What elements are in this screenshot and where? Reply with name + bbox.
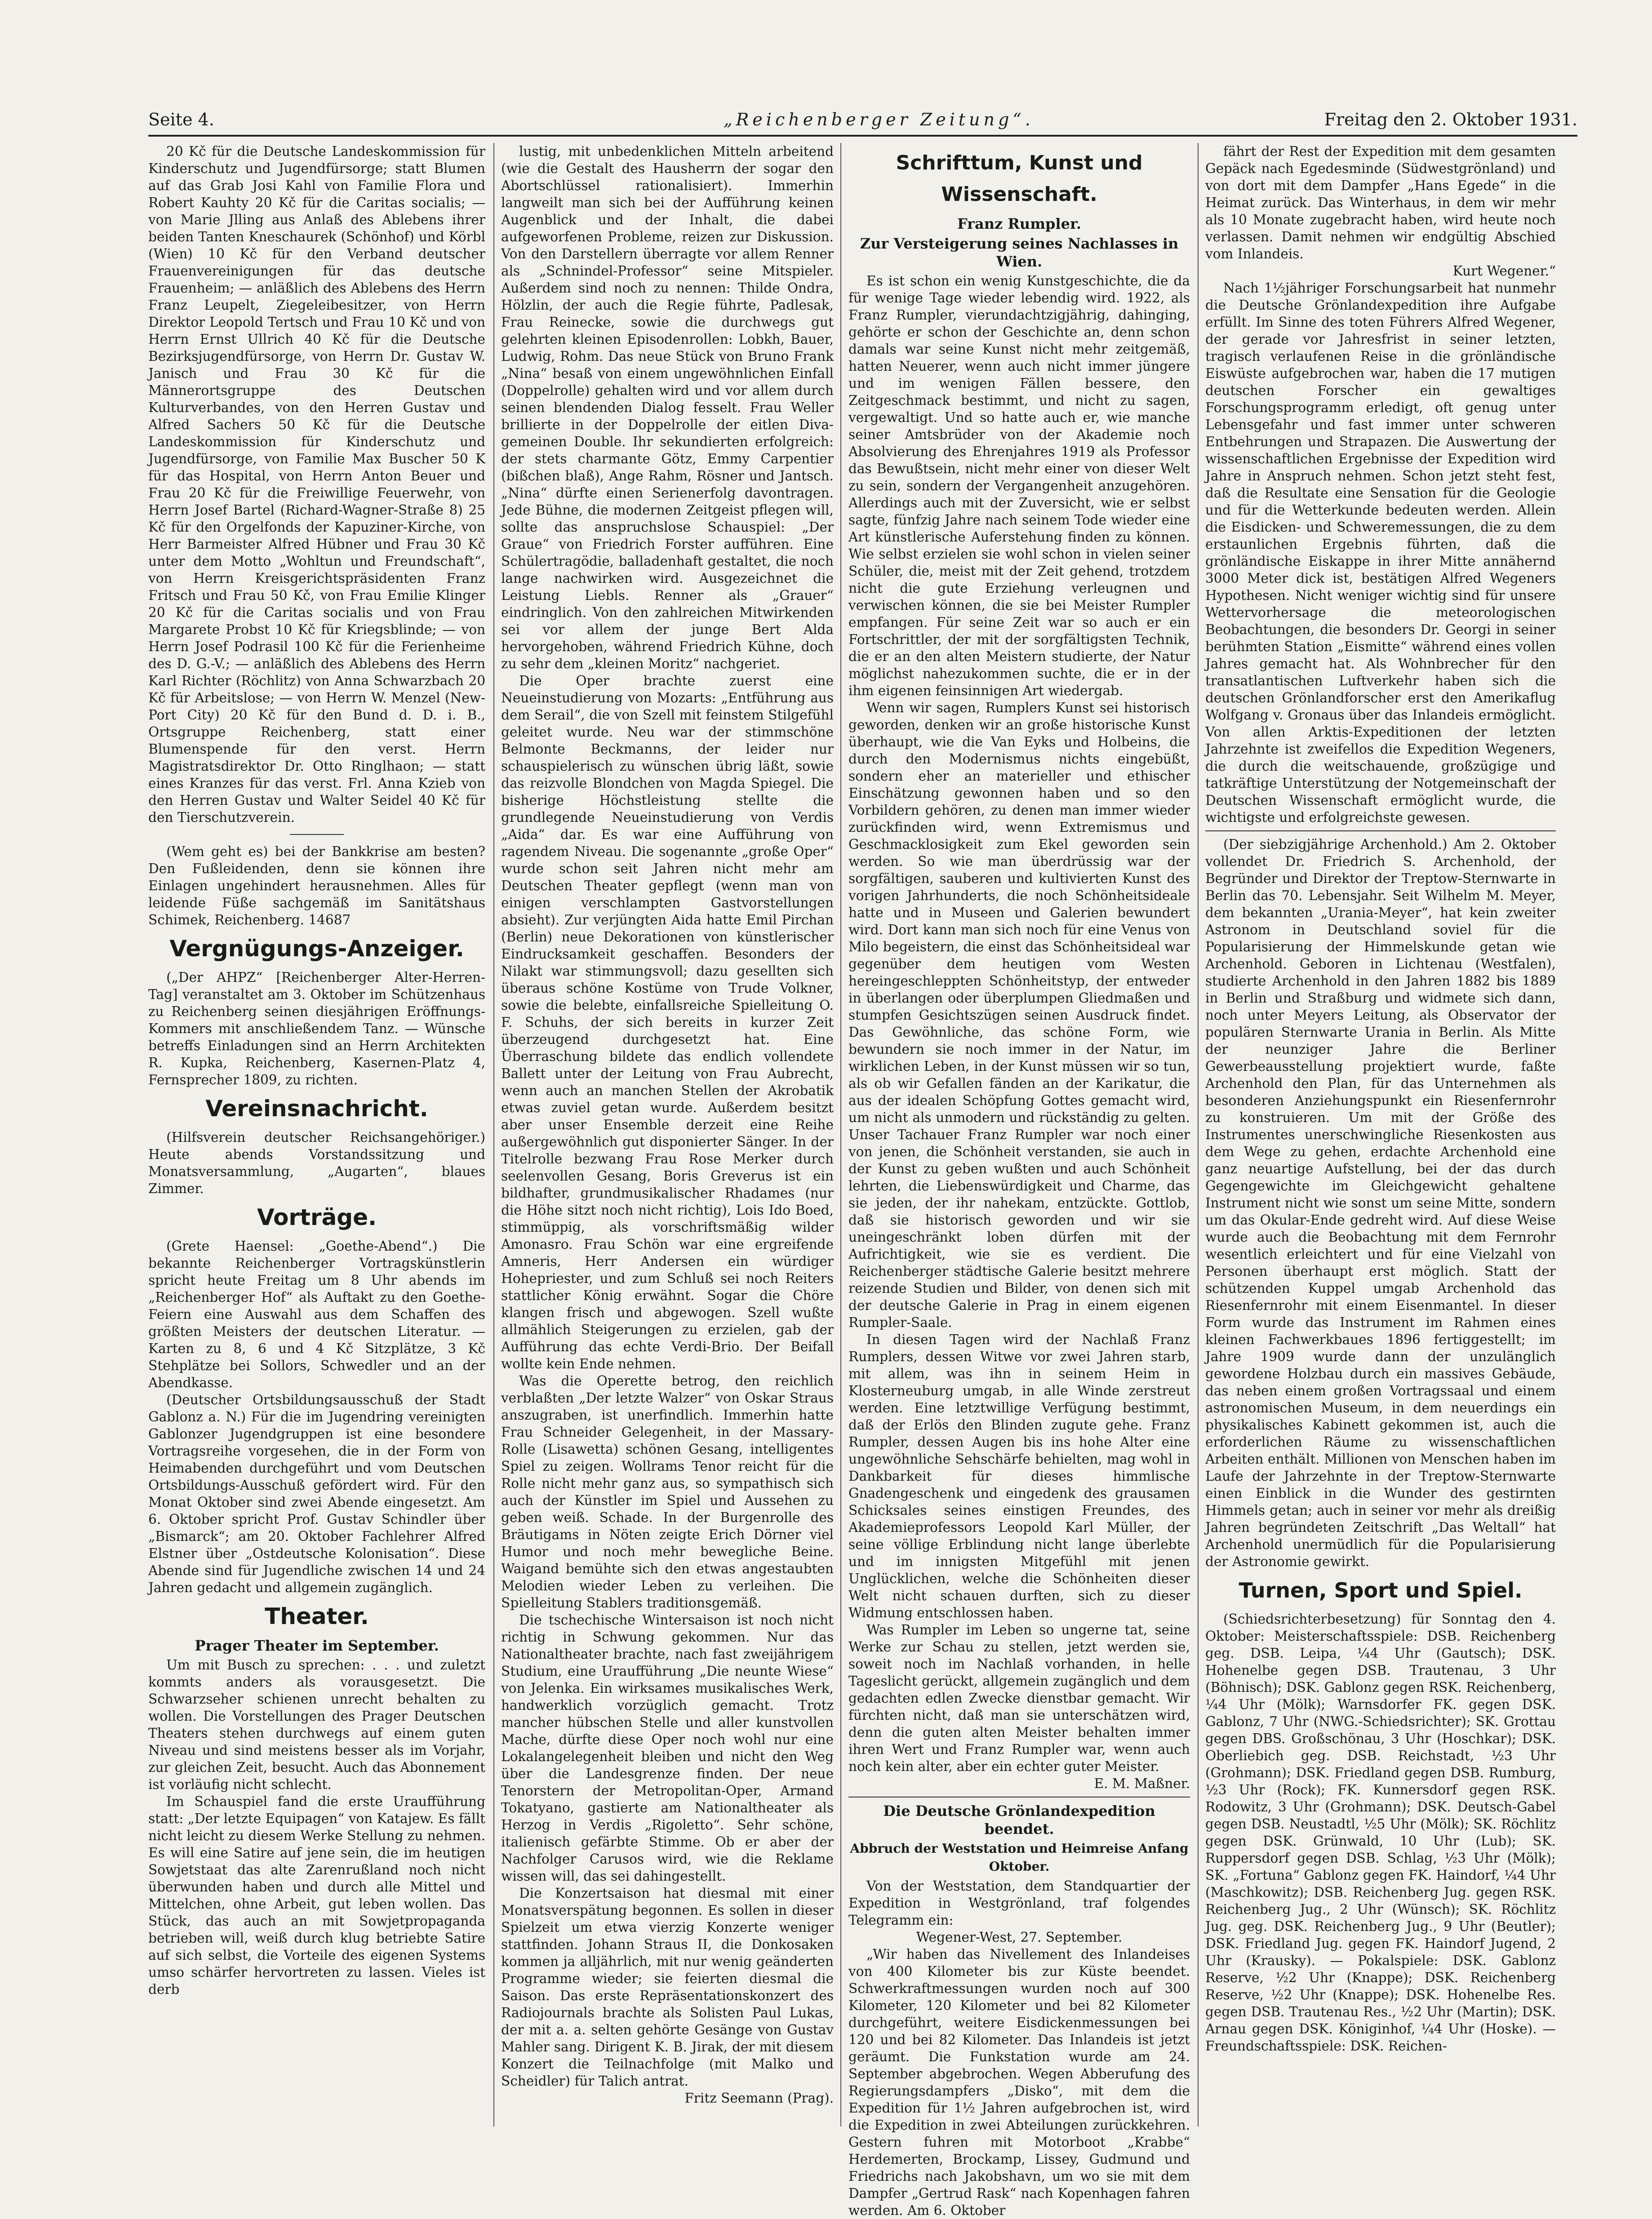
article-schiedsrichter: (Schiedsrichterbesetzung) für Sonntag den 4. Oktober: Meisterschaftsspiele: DSB. Reichenberg geg. DSB. Leipa, ¼4 Uhr (Gautsch); DSK. Hohenelbe gegen DSB. Trautenau, 3 Uhr (Böhnisch); DSK. Gablonz gegen RSK. Reichenberg, ¼4 Uhr (Mölk); Warnsdorfer FK. gegen DSK. Gablonz, 7 Uhr (NWG.-Schiedsrichter); SK. Grottau gegen DBS. Großschönau, 3 Uhr (Hoschkar); DSK. Oberliebich geg. DSB. Reichstadt, ½3 Uhr (Grohmann); DSK. Friedland gegen DSB. Rumburg, ½3 Uhr (Rock); FK. Kunnersdorf gegen RSK. Rodowitz, 3 Uhr (Grohmann); DSK. Deutsch-Gabel gegen DSB. Neustadtl, ½5 Uhr (Mölk); SK. Röchlitz gegen DSK. Grünwald, 10 Uhr (Lub); SK. Ruppersdorf gegen DSB. Schlag, ½3 Uhr (Mölk); SK. „Fortuna“ Gablonz gegen FK. Haindorf, ¼4 Uhr (Maschkowitz); DSB. Reichenberg Jug. gegen RSK. Reichenberg Jug., 2 Uhr (Wünsch); SK. Röchlitz Jug. geg. DSK. Reichenberg Jug., 9 Uhr (Beutler); DSK. Friedland Jug. gegen FK. Haindorf Jugend, 2 Uhr (Krausky). — Pokalspiele: DSK. Gablonz Reserve, ½2 Uhr (Knappe); DSK. Reichenberg Reserve, ½2 Uhr (Knappe); DSK. Hohenelbe Res. gegen DSB. Trautenau Res., ½2 Uhr (Martin); DSK. Arnau gegen DSK. Königinhof, ¼4 Uhr (Hoske). — Freundschaftsspiele: DSK. Reichen- — [1205, 1611, 1556, 2054]
article-rumpler-3: In diesen Tagen wird der Nachlaß Franz Rumplers, dessen Witwe vor zwei Jahren starb, mit allem, was ihn in seinem Heim in Klosterneuburg umgab, in alle Winde zerstreut werden. Eine letztwillige Verfügung bestimmt, daß der Erlös den Blinden zugute gehe. Franz Rumpler, dessen Augen bis ins hohe Alter eine ungewöhnliche Sehschärfe behielten, mag wohl in Dankbarkeit für dieses himmlische Gnadengeschenk und eingedenk des grausamen Schicksales seines einstigen Freundes, des Akademieprofessors Leopold Karl Müller, der seine völlige Erblindung nicht lange überlebte und im innigsten Mitgefühl mit jenen Unglücklichen, welche die Schönheiten dieser Welt nicht schauen durften, sich zu dieser Widmung entschlossen haben. — [848, 1332, 1190, 1620]
article-rumpler-1: Es ist schon ein wenig Kunstgeschichte, die da für wenige Tage wieder lebendig wird. 1922, als Franz Rumpler, vierundachtzigjährig, dahinging, gehörte er schon der Geschichte an, denn schon damals war seine Kunst nicht mehr zeitgemäß, hatten Neuerer, wenn auch nicht immer jüngere und im wenigen Fällen bessere, den Zeitgeschmack bestimmt, und nicht zu sagen, vergewaltigt. Und so hatte auch er, wie manche seiner Amtsbrüder von der Akademie noch Absolvierung des Ehrenjahres 1919 als Professor das Bewußtsein, nicht mehr einer von dieser Welt zu sein, sondern der Vergangenheit anzugehören. Allerdings auch mit der Zuversicht, wie er selbst sagte, fünfzig Jahre nach seinem Tode wieder eine Art künstlerische Auferstehung finden zu können. Wie selbst erzielen sie wohl schon in vielen seiner Schüler, die, meist mit der Zeit gehend, trotzdem nicht die gute Erziehung verleugnen und verwischen können, die sie bei Meister Rumpler empfangen. Für seine Zeit war so auch er ein Fortschrittler, der mit der sorgfältigsten Technik, die er an den alten Meistern studierte, der Natur möglichst nahezukommen suchte, die er in der ihm eigenen feinsinnigen Art wiedergab. — [848, 273, 1190, 698]
article-rumpler-2: Wenn wir sagen, Rumplers Kunst sei historisch geworden, denken wir an große historische Kunst überhaupt, wie die Van Eyks und Holbeins, die durch den Modernismus nichts eingebüßt, sondern eher an materieller und ethischer Einschätzung gewonnen haben und so den Vorbildern gehören, zu denen man immer wieder zurückfinden wird, wenn Extremismus und Geschmacklosigkeit zum Ekel geworden sein werden. So wie man überdrüssig war der sorgfältigen, sauberen und kultivierten Kunst des vorigen Jahrhunderts, die noch Schönheitsideale hatte und in Museen und Galerien bewundert wird. Dort kann man sich noch für eine Venus von Milo begeistern, die einst das Schönheitsideal war gegenüber dem heutigen vom Westen hereingeschleppten Schönheitstyp, der entweder in überlangen oder überplumpen Gliedmaßen und stumpfen Gesichtszügen seinen Ausdruck findet. Das Gewöhnliche, das schöne Form, wie bewundern sie noch immer in der Natur, im wirklichen Leben, in der Kunst müssen wir so tun, als ob wir Gefallen fänden an der Karikatur, die aus der idealen Schöpfung Gottes gemacht wird, um nicht als unmodern und rückständig zu gelten. Unser Tachauer Franz Rumpler war noch einer von jenen, die Schönheit verstanden, sie auch in der Kunst zu geben wußten und auch Schönheit lehrten, die Liebenswürdigkeit und Charme, das sie jeden, der ihr nahekam, entzückte. Gottlob, daß sie historisch geworden und wir sie uneingeschränkt loben dürfen mit der Aufrichtigkeit, wie sie es verdient. Die Reichenberger städtische Galerie besitzt mehrere reizende Studien und Bilder, von denen sich mit der deutsche Galerie in Prag in einem eigenen Rumpler-Saale. — [848, 700, 1190, 1330]
article-theater-schauspiel: Im Schauspiel fand die erste Uraufführung statt: „Der letzte Equipagen“ von Katajew. Es fällt nicht leicht zu diesem Werke Stellung zu nehmen. Es will eine Satire auf jene sein, die im heutigen Sowjetstaat das alte Zarenrußland noch nicht überwunden haben und durch alle Mittel und Mittelchen, ohne Arbeit, gut leben wollen. Das Stück, das auch an mit Sowjetpropaganda betrieben will, weiß durch klug betriebte Satire auf sich selbst, die Vorteile des eigenen Systems umso schärfer hervortreten zu lassen. Vieles ist derb — [148, 1794, 485, 1997]
page-number: Seite 4. — [148, 110, 214, 129]
heading-vergnuegungs-anzeiger: Vergnügungs-Anzeiger. — [169, 936, 464, 962]
article-operette: Was die Operette betrog, den reichlich verblaßten „Der letzte Walzer“ von Oskar Straus anszugraben, ist unerfindlich. Immerhin hatte Frau Schneider Gelegenheit, in der Massary-Rolle (Lisawetta) schönen Gesang, intelligentes Spiel zu zeigen. Wollrams Tenor reicht für die Rolle nicht mehr ganz aus, so sympathisch sich auch der Künstler im Spiel und Aussehen zu geben weiß. Schade. In der Burgenrolle des Bräutigams in Nöten zeigte Erich Dörner viel Humor und noch mehr bewegliche Beine. Waigand bemühte sich den etwas angestaubten Melodien wieder Leben zu verleihen. Die Spielleitung Stablers traditionsgemäß. — [501, 1373, 834, 1611]
heading-vereinsnachricht: Vereinsnachricht. — [205, 1096, 428, 1122]
article-groenland-cont: fährt der Rest der Expedition mit dem gesamten Gepäck nach Egedesminde (Südwestgrönland) und von dort mit dem Dampfer „Hans Egede“ in die Heimat zurück. Das Winterhaus, in dem wir mehr als 10 Monate zugebracht haben, wird heute noch verlassen. Damit nehmen wir endgültig Abschied vom Inlandeis. — [1205, 144, 1556, 262]
telegram-signature: Kurt Wegener.“ — [1452, 263, 1556, 279]
article-archenhold: (Der siebzigjährige Archenhold.) Am 2. Oktober vollendet Dr. Friedrich S. Archenhold, der Begründer und Direktor der Treptow-Sternwarte in Berlin das 70. Lebensjahr. Seit Wilhelm M. Meyer, dem bekannten „Urania-Meyer“, hat kein zweiter Astronom in Deutschland soviel für die Popularisierung der Himmelskunde getan wie Archenhold. Geboren in Lichtenau (Westfalen), studierte Archenhold in den Jahren 1882 bis 1889 in Berlin und Straßburg und widmete sich dann, noch unter Meyers Leitung, als Observator der populären Sternwarte Urania in Berlin. Als Mitte der neunziger Jahre die Berliner Gewerbeausstellung projektiert wurde, faßte Archenhold den Plan, für das Unternehmen als besonderen Anziehungspunkt ein Riesenfernrohr zu konstruieren. Um mit der Größe des Instrumentes unerschwingliche Riesenkosten aus dem Wege zu gehen, erdachte Archenhold eine ganz neuartige Aufstellung, bei der das durch Gegengewichte im Gleichgewicht gehaltene Instrument nicht wie sonst um seine Mitte, sondern um das Okular-Ende gedreht wird. Auf diese Weise wurde auch die Beobachtung mit dem Fernrohr wesentlich erleichtert und für eine Vielzahl von Personen überhaupt erst möglich. Statt der schützenden Kuppel umgab Archenhold das Riesenfernrohr mit einem Eisenmantel. In dieser Form wurde das Instrument im Rahmen eines kleinen Fachwerkbaues 1896 fertiggestellt; im Jahre 1909 wurde dann der unzulänglich gewordene Holzbau durch ein massives Gebäude, das neben einem großen Vortragssaal und einem astronomischen Museum, in dem neuerdings ein physikalisches Kabinett gekommen ist, auch die erforderlichen Räume zu wissenschaftlichen Arbeiten enthält. Millionen von Menschen haben im Laufe der Jahrzehnte in der Treptow-Sternwarte einen Einblick in die Wunder des gestirnten Himmels getan; auch in seiner vor mehr als dreißig Jahren begründeten Zeitschrift „Das Weltall“ hat Archenhold unermüdlich für die Popularisierung der Astronomie gewirkt. — [1205, 837, 1556, 1569]
column-divider — [840, 143, 841, 2126]
separator — [1205, 830, 1556, 831]
column-divider — [493, 143, 494, 2126]
subheading-abbruch-weststation: Abbruch der Weststation und Heimreise Anfang Oktober. — [850, 1841, 1189, 1874]
subheading-prager-theater: Prager Theater im September. — [195, 1637, 439, 1654]
article-hilfsverein: (Hilfsverein deutscher Reichsangehöriger.) Heute abends Vorstandssitzung und Monatsversammlung, „Augarten“, blaues Zimmer. — [148, 1130, 485, 1196]
heading-vortraege: Vorträge. — [257, 1204, 377, 1230]
heading-turnen-sport: Turnen, Sport und Spiel. — [1239, 1578, 1523, 1602]
article-theater-intro: Um mit Busch zu sprechen: . . . und zuletzt kommts anders als vorausgesetzt. Die Schwarzseher schienen unrecht behalten zu wollen. Die Vorstellungen des Prager Deutschen Theaters stehen durchwegs auf einem guten Niveau und sind meistens besser als im Vorjahr, zur gleichen Zeit, besucht. Auch das Abonnement ist vorläufig nicht schlecht. — [148, 1657, 485, 1792]
article-oper: Die Oper brachte zuerst eine Neueinstudierung von Mozarts: „Entführung aus dem Serail“, die von Szell mit feinstem Stilgefühl geleitet wurde. Neu war der stimmschöne Belmonte Beckmanns, der leider nur schauspielerisch zu wünschen übrig läßt, sowie das reizvolle Blondchen von Magda Spiegel. Die bisherige Höchstleistung stellte die grundlegende Neueinstudierung von Verdis „Aida“ dar. Es war eine Aufführung von ragendem Niveau. Die sogenannte „große Oper“ wurde schon seit Jahren nicht mehr am Deutschen Theater gepflegt (wenn man von einigen verschlampten Gastvorstellungen absieht). Zur verjüngten Aida hatte Emil Pirchan (Berlin) neue Dekorationen von künstlerischer Eindrucksamkeit geschaffen. Besonders der Nilakt war stimmungsvoll; dazu gesellten sich überaus schöne Kostüme von Trude Volkner, sowie die belebte, einfallsreiche Spielleitung O. F. Schuhs, der sich bereits in kurzer Zeit überzeugend durchgesetzt hat. Eine Überraschung bildete das endlich vollendete Ballett unter der Leitung von Frau Aubrecht, wenn auch an manchen Stellen der Akrobatik etwas zuviel getan wurde. Außerdem besitzt aber unser Ensemble derzeit eine Reihe außergewöhnlich gut disponierter Sänger. In der Titelrolle bezwang Frau Rose Merker durch seelenvollen Gesang, Boris Greverus ist ein bildhafter, grundmusikalischer Rhadames (nur die Höhe sitzt noch nicht richtig), Lois Ido Boed, stimmüppig, als vorschriftsmäßig wilder Amonasro. Frau Schön war eine ergreifende Amneris, Herr Andersen ein würdiger Hohepriester, und zum Schluß sei noch Reiters stattlicher König erwähnt. Sogar die Chöre klangen frisch und abgewogen. Szell wußte allmählich Steigerungen zu erzielen, gab der Aufführung das echte Verdi-Brio. Der Beifall wollte kein Ende nehmen. — [501, 673, 834, 1371]
subheading-franz-rumpler: Franz Rumpler. — [957, 215, 1081, 232]
article-tschechische-saison: Die tschechische Wintersaison ist noch nicht richtig in Schwung gekommen. Nur das Nationaltheater brachte, nach fast zweijährigem Studium, eine Uraufführung „Die neunte Wiese“ von Jelenka. Ein wirksames musikalisches Werk, handwerklich vorzüglich gemacht. Trotz mancher hübschen Stelle und aller kunstvollen Mache, dürfte diese Oper noch wohl nur eine Lokalangelegenheit bleiben und nicht den Weg über die Landesgrenze finden. Der neue Tenorstern der Metropolitan-Oper, Armand Tokatyano, gastierte am Nationaltheater als Herzog in Verdis „Rigoletto“. Sehr schöne, italienisch gefärbte Stimme. Ob er aber der Nachfolger Carusos wird, wie die Reklame wissen will, das sei dahingestellt. — [501, 1612, 834, 1884]
separator — [290, 834, 344, 835]
article-ahpz: („Der AHPZ“ [Reichenberger Alter-Herren-Tag] veranstaltet am 3. Oktober im Schützenhaus zu Reichenberg seinen diesjährigen Eröffnungs-Kommers mit anschließendem Tanz. — Wünsche betreffs Einladungen sind an Herrn Architekten R. Kupka, Reichenberg, Kasernen-Platz 4, Fernsprecher 1809, zu richten. — [148, 970, 485, 1087]
author-signature: E. M. Maßner. — [1094, 1776, 1190, 1791]
ad-number: 14687 — [308, 912, 351, 928]
heading-theater: Theater. — [265, 1603, 369, 1629]
issue-date: Freitag den 2. Oktober 1931. — [1324, 110, 1577, 129]
article-konzertsaison: Die Konzertsaison hat diesmal mit einer Monatsverspätung begonnen. Es sollen in dieser Spielzeit um etwa vierzig Konzerte weniger stattfinden. Johann Straus II, die Donkosaken kommen ja alljährlich, mit nur wenig geänderten Programme wieder; sie feierten diesmal die Saison. Das erste Repräsentationskonzert des Radiojournals brachte als Solisten Paul Lukas, der mit a. a. selten gehörte Gesänge von Gustav Mahler sang. Dirigent K. B. Jirak, der mit diesem Konzert die Teilnachfolge (mit Malko und Scheidler) für Talich antrat. — [501, 1886, 834, 2089]
page-header — [148, 108, 1577, 137]
article-groenland-intro: Von der Weststation, dem Standquartier der Expedition in Westgrönland, traf folgendes Telegramm ein: — [848, 1878, 1190, 1928]
subheading-groenlandexpedition: Die Deutsche Grönlandexpedition beendet. — [883, 1802, 1155, 1837]
article-groenland-telegram: „Wir haben das Nivellement des Inlandeises von 400 Kilometer bis zur Küste beendet. Schwerkraftmessungen wurden noch auf 300 Kilometer, 120 Kilometer und bei 82 Kilometer durchgeführt, weitere Eisdickenmessungen bei 120 und bei 82 Kilometer. Das Inlandeis ist jetzt geräumt. Die Funkstation wurde am 24. September abgebrochen. Wegen Abberufung des Regierungsdampfers „Disko“, mit dem die Expedition für 1½ Jahren aufgebrochen ist, wird die Expedition in zwei Abteilungen zurückkehren. Gestern fuhren mit Motorboot „Krabbe“ Herdemerten, Brockamp, Lissey, Gudmund und Friedrichs nach Jakobshavn, um wo sie mit dem Dampfer „Gertrud Rask“ nach Kopenhagen fahren werden. Am 6. Oktober — [848, 1947, 1190, 2218]
article-rumpler-4: Was Rumpler im Leben so ungerne tat, seine Werke zur Schau zu stellen, jetzt werden sie, soweit noch im Nachlaß vorhanden, in helle Tageslicht gerückt, allgemein zugänglich und dem gedachten edlen Zwecke dienstbar gemacht. Wir fürchten nicht, daß man sie unterschätzen wird, denn die guten alten Meister behalten immer ihren Wert und Franz Rumpler war, wenn auch noch kein alter, aber ein echter guter Meister. — [848, 1622, 1190, 1774]
article-goethe-abend: (Grete Haensel: „Goethe-Abend“.) Die bekannte Reichenberger Vortragskünstlerin spricht heute Freitag um 8 Uhr abends im „Reichenberger Hof“ als Auftakt zu den Goethe-Feiern eine Auswahl aus dem Schaffen des größten Meisters der deutschen Literatur. — Karten zu 8, 6 und 4 Kč Sitzplätze, 3 Kč Stehplätze bei Sollors, Schwedler und an der Abendkasse. — [148, 1238, 485, 1390]
telegram-dateline: Wegener-West, 27. September. — [916, 1930, 1123, 1945]
subheading-versteigerung: Zur Versteigerung seines Nachlasses in Wien. — [860, 235, 1179, 270]
column-2 — [501, 143, 834, 2126]
donations-list: 20 Kč für die Deutsche Landeskommission für Kinderschutz und Jugendfürsorge; statt Blumen auf das Grab Josi Kahl von Familie Flora und Robert Kauhty 20 Kč für die Caritas socialis; — von Marie Jlling aus Anlaß des Ablebens ihrer beiden Tanten Kneschaurek (Schönhof) und Körbl (Wien) 10 Kč für den Verband deutscher Frauenvereinigungen für das deutsche Frauenheim; — anläßlich des Ablebens des Herrn Franz Leupelt, Ziegeleibesitzer, von Herrn Direktor Leopold Tertsch und Frau 10 Kč und von Herrn Ernst Ullrich 40 Kč für die Deutsche Bezirksjugendfürsorge, von Herrn Dr. Gustav W. Janisch und Frau 30 Kč für die Männerortsgruppe des Deutschen Kulturverbandes, von den Herren Gustav und Alfred Sachers 50 Kč für die Deutsche Landeskommission für Kinderschutz und Jugendfürsorge, von Familie Max Buscher 50 K für das Hospital, von Herrn Anton Beuer und Frau 20 Kč für die Freiwillige Feuerwehr, von Herrn Josef Bartel (Richard-Wagner-Straße 8) 25 Kč für den Orgelfonds der Kapuziner-Kirche, von Herr Barmeister Alfred Hübner und Frau 30 Kč unter dem Motto „Wohltun und Freundschaft“, von Herrn Kreisgerichtspräsidenten Franz Fritsch und Frau 50 Kč, von Frau Emilie Klinger 20 Kč für die Caritas socialis und von Frau Margarete Probst 10 Kč für Kriegsblinde; — von Herrn Josef Podrasil 100 Kč für die Ferienheime des D. G.-V.; — anläßlich des Ablebens des Herrn Karl Richter (Röchlitz) von Anna Schwarzbach 20 Kč für Arbeitslose; — von Herrn W. Menzel (New-Port City) 20 Kč für den Bund d. D. i. B., Ortsgruppe Reichenberg, statt einer Blumenspende für den verst. Herrn Magistratsdirektor Dr. Otto Ringlhaon; — statt eines Kranzes für das verst. Frl. Anna Kzieb von den Herren Gustav und Walter Seidel 40 Kč für den Tierschutzverein. — [148, 144, 485, 825]
article-theater-cont: lustig, mit unbedenklichen Mitteln arbeitend (wie die Gestalt des Hausherrn der sogar den Abortschlüssel rationalisiert). Immerhin langweilt man sich bei der Aufführung keinen Augenblick und der Inhalt, die dabei aufgeworfenen Probleme, reizen zur Diskussion. Von den Darstellern überragte vor allem Renner als „Schnindel-Professor“ seine Mitspieler. Außerdem sind noch zu nennen: Thilde Ondra, Hölzlin, der auch die Regie führte, Padlesak, Frau Reinecke, sowie die durchwegs gut gelehrten kleinen Episodenrollen: Lobkh, Bauer, Ludwig, Rohm. Das neue Stück von Bruno Frank „Nina“ besaß von einem ungewöhnlichen Einfall (Doppelrolle) gehalten wird und vor allem durch seinen blendenden Dialog fesselt. Frau Weller brillierte in der Doppelrolle der eitlen Diva-gemeinen Double. Ihr sekundierten erfolgreich: der stets charmante Götz, Emmy Carpentier (bißchen blaß), Ange Rahm, Rösner und Jantsch. „Nina“ dürfte einen Serienerfolg davontragen. Jede Bühne, die modernen Zeitgeist pflegen will, sollte das anspruchslose Schauspiel: „Der Graue“ von Friedrich Forster aufführen. Eine Schülertragödie, balladenhaft gestaltet, die noch lange nachwirken wird. Ausgezeichnet die Leistung Liebls. Renner als „Grauer“ eindringlich. Von den zahlreichen Mitwirkenden sei vor allem der junge Bert Alda hervorgehoben, während Friedrich Kühne, doch zu sehr dem „kleinen Moritz“ nachgeriet. — [501, 144, 834, 671]
article-groenland-summary: Nach 1½jähriger Forschungsarbeit hat nunmehr die Deutsche Grönlandexpedition ihre Aufgabe erfüllt. Im Sinne des toten Führers Alfred Wegener, der gerade vor Jahresfrist in seiner letzten, tragisch verlaufenen Reise in die grönländische Eiswüste aufgebrochen war, haben die 17 mutigen deutschen Forscher ein gewaltiges Forschungsprogramm erledigt, oft genug unter Lebensgefahr und fast immer unter schweren Entbehrungen und Strapazen. Die Auswertung der wissenschaftlichen Ergebnisse der Expedition wird Jahre in Anspruch nehmen. Schon jetzt steht fest, daß die Resultate eine Sensation für die Geologie und für die Wetterkunde bedeuten werden. Allein die Eisdicken- und Schweremessungen, die zu dem erstaunlichen Ergebnis führten, daß die grönländische Eiskappe in ihrer Mitte annähernd 3000 Meter dick ist, bestätigen Alfred Wegeners Hypothesen. Nicht weniger wichtig sind für unsere Wettervorhersage die meteorologischen Beobachtungen, die besonders Dr. Georgi in seiner berühmten Station „Eismitte“ während eines vollen Jahres gemacht hat. Als Wohnbrecher für den transatlantischen Luftverkehr haben sich die deutschen Grönlandforscher erst den Amerikaflug Wolfgang v. Gronaus über das Inlandeis ermöglicht. Von allen Arktis-Expeditionen der letzten Jahrzehnte ist zweifellos die Expedition Wegeners, die durch die weitschauende, großzügige und tatkräftige Unterstützung der Notgemeinschaft der Deutschen Wissenschaft ermöglicht wurde, die wichtigste und erfolgreichste gewesen. — [1205, 280, 1556, 825]
column-3 — [848, 143, 1190, 2218]
column-divider — [1198, 143, 1199, 2126]
ad-schimek: (Wem geht es) bei der Bankkrise am besten? Den Fußleidenden, denn sie können ihre Einlagen ungehindert herausnehmen. Alles für leidende Füße sachgemäß im Sanitätshaus Schimek, Reichenberg. 14687 — [148, 844, 485, 928]
newspaper-title: „Reichenberger Zeitung“. — [724, 110, 1034, 129]
author-signature: Fritz Seemann (Prag). — [684, 2090, 834, 2106]
article-ortsbildungsausschuss: (Deutscher Ortsbildungsausschuß der Stadt Gablonz a. N.) Für die im Jugendring vereinigten Gablonzer Jugendgruppen ist eine besondere Vortragsreihe vorgesehen, die in der Form von Heimabenden durchgeführt und vom Deutschen Ortsbildungs-Ausschuß gefördert wird. Für den Monat Oktober sind zwei Abende eingesetzt. Am 6. Oktober spricht Prof. Gustav Schindler über „Bismarck“; am 20. Oktober Fachlehrer Alfred Elstner über „Ostdeutsche Kolonisation“. Diese Abende sind für Jugendliche zwischen 14 und 24 Jahren gedacht und allgemein zugänglich. — [148, 1392, 485, 1595]
column-4 — [1205, 143, 1556, 2126]
column-1 — [148, 143, 485, 2126]
heading-schrifttum: Schrifttum, Kunst und Wissenschaft. — [896, 151, 1143, 206]
